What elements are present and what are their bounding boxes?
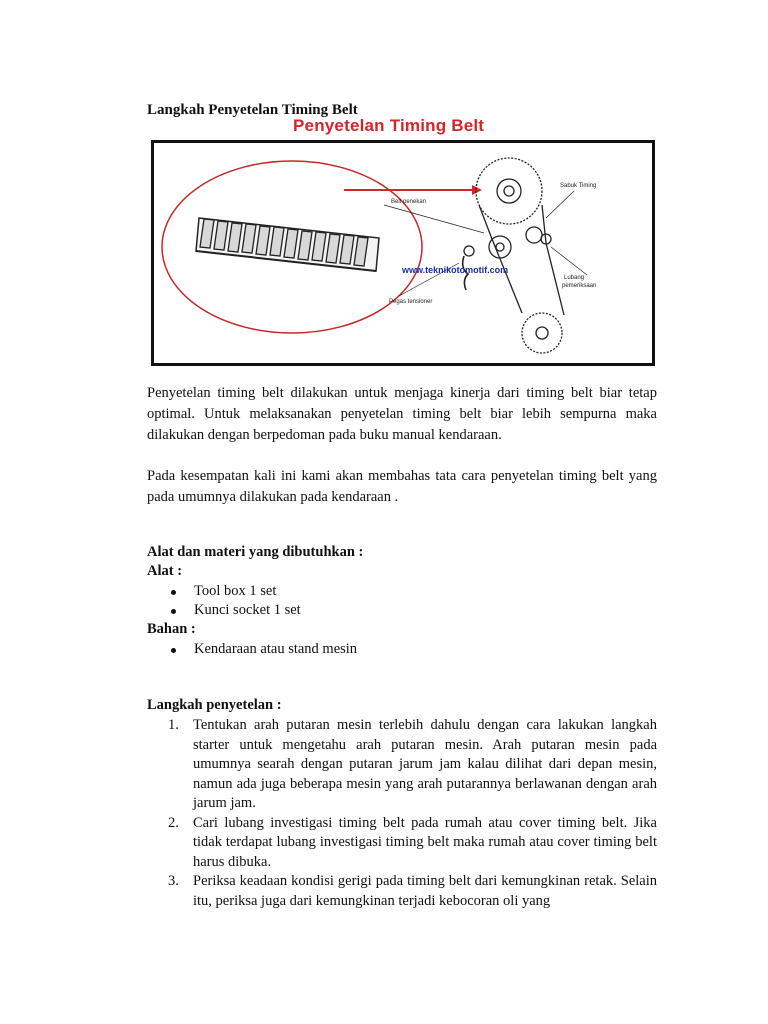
label-pegas-tensioner: Pegas tensioner xyxy=(389,299,433,305)
step-number: 3. xyxy=(168,873,179,889)
step-number: 2. xyxy=(168,814,179,831)
timing-belt-figure xyxy=(151,140,655,366)
label-sabuk-timing: Sabuk Timing xyxy=(560,183,597,189)
bahan-list xyxy=(147,640,657,659)
pointer-arrow-icon xyxy=(344,185,482,195)
paragraph-intro: Penyetelan timing belt dilakukan untuk menjaga kinerja dari timing belt biar tetap optimal. Untuk melaksanakan penyetelan timing belt biar lebih sempurna maka dilakukan dengan berpedoman pada buku manual kendaraan. xyxy=(147,385,657,443)
tools-heading: Alat dan materi yang dibutuhkan : xyxy=(147,544,364,560)
list-item xyxy=(147,872,657,911)
list-item xyxy=(147,814,657,873)
list-item: Kunci socket 1 set xyxy=(147,601,657,620)
alat-list xyxy=(147,582,657,620)
step-text: Tentukan arah putaran mesin terlebih dahulu dengan cara lakukan langkah starter untuk mengetahu arah putaran mesin. Arah putaran mesin pada umumnya searah dengan putaran jarum jam kalau dilihat dari depan mesin, namun ada juga beberapa mesin yang arah putarannya berlawanan dengan arah jarum jam. xyxy=(193,717,657,811)
engine-timing-drawing-icon xyxy=(384,158,587,353)
label-lubang: Lubang xyxy=(564,275,585,281)
timing-belt-diagram xyxy=(154,143,652,363)
label-belt-penekan: Belt penekan xyxy=(391,199,427,205)
list-item: Tool box 1 set xyxy=(147,582,657,601)
step-number: 1. xyxy=(168,717,179,733)
list-item: Kendaraan atau stand mesin xyxy=(147,640,657,659)
label-pemeriksaan: pemeriksaan xyxy=(562,283,597,289)
alat-label: Alat : xyxy=(147,563,183,579)
steps-heading: Langkah penyetelan : xyxy=(147,697,282,713)
steps-list xyxy=(147,716,657,911)
list-item xyxy=(147,716,657,814)
step-text: Periksa keadaan kondisi gerigi pada timing belt dari kemungkinan retak. Selain itu, periksa juga dari kemungkinan terjadi kebocoran oli yang xyxy=(193,873,657,909)
step-text: Cari lubang investigasi timing belt pada rumah atau cover timing belt. Jika tidak terdapat lubang investigasi timing belt maka rumah atau cover timing belt harus dibuka. xyxy=(193,814,657,870)
figure-website: www.teknikotomotif.com xyxy=(402,265,509,275)
belt-teeth-closeup-icon xyxy=(196,218,379,271)
bahan-label: Bahan : xyxy=(147,621,196,637)
document-title: Langkah Penyetelan Timing Belt xyxy=(147,102,358,118)
figure-title: Penyetelan Timing Belt xyxy=(293,116,485,135)
paragraph-kesempatan: Pada kesempatan kali ini kami akan membahas tata cara penyetelan timing belt yang pada umumnya dilakukan pada kendaraan . xyxy=(147,468,657,505)
